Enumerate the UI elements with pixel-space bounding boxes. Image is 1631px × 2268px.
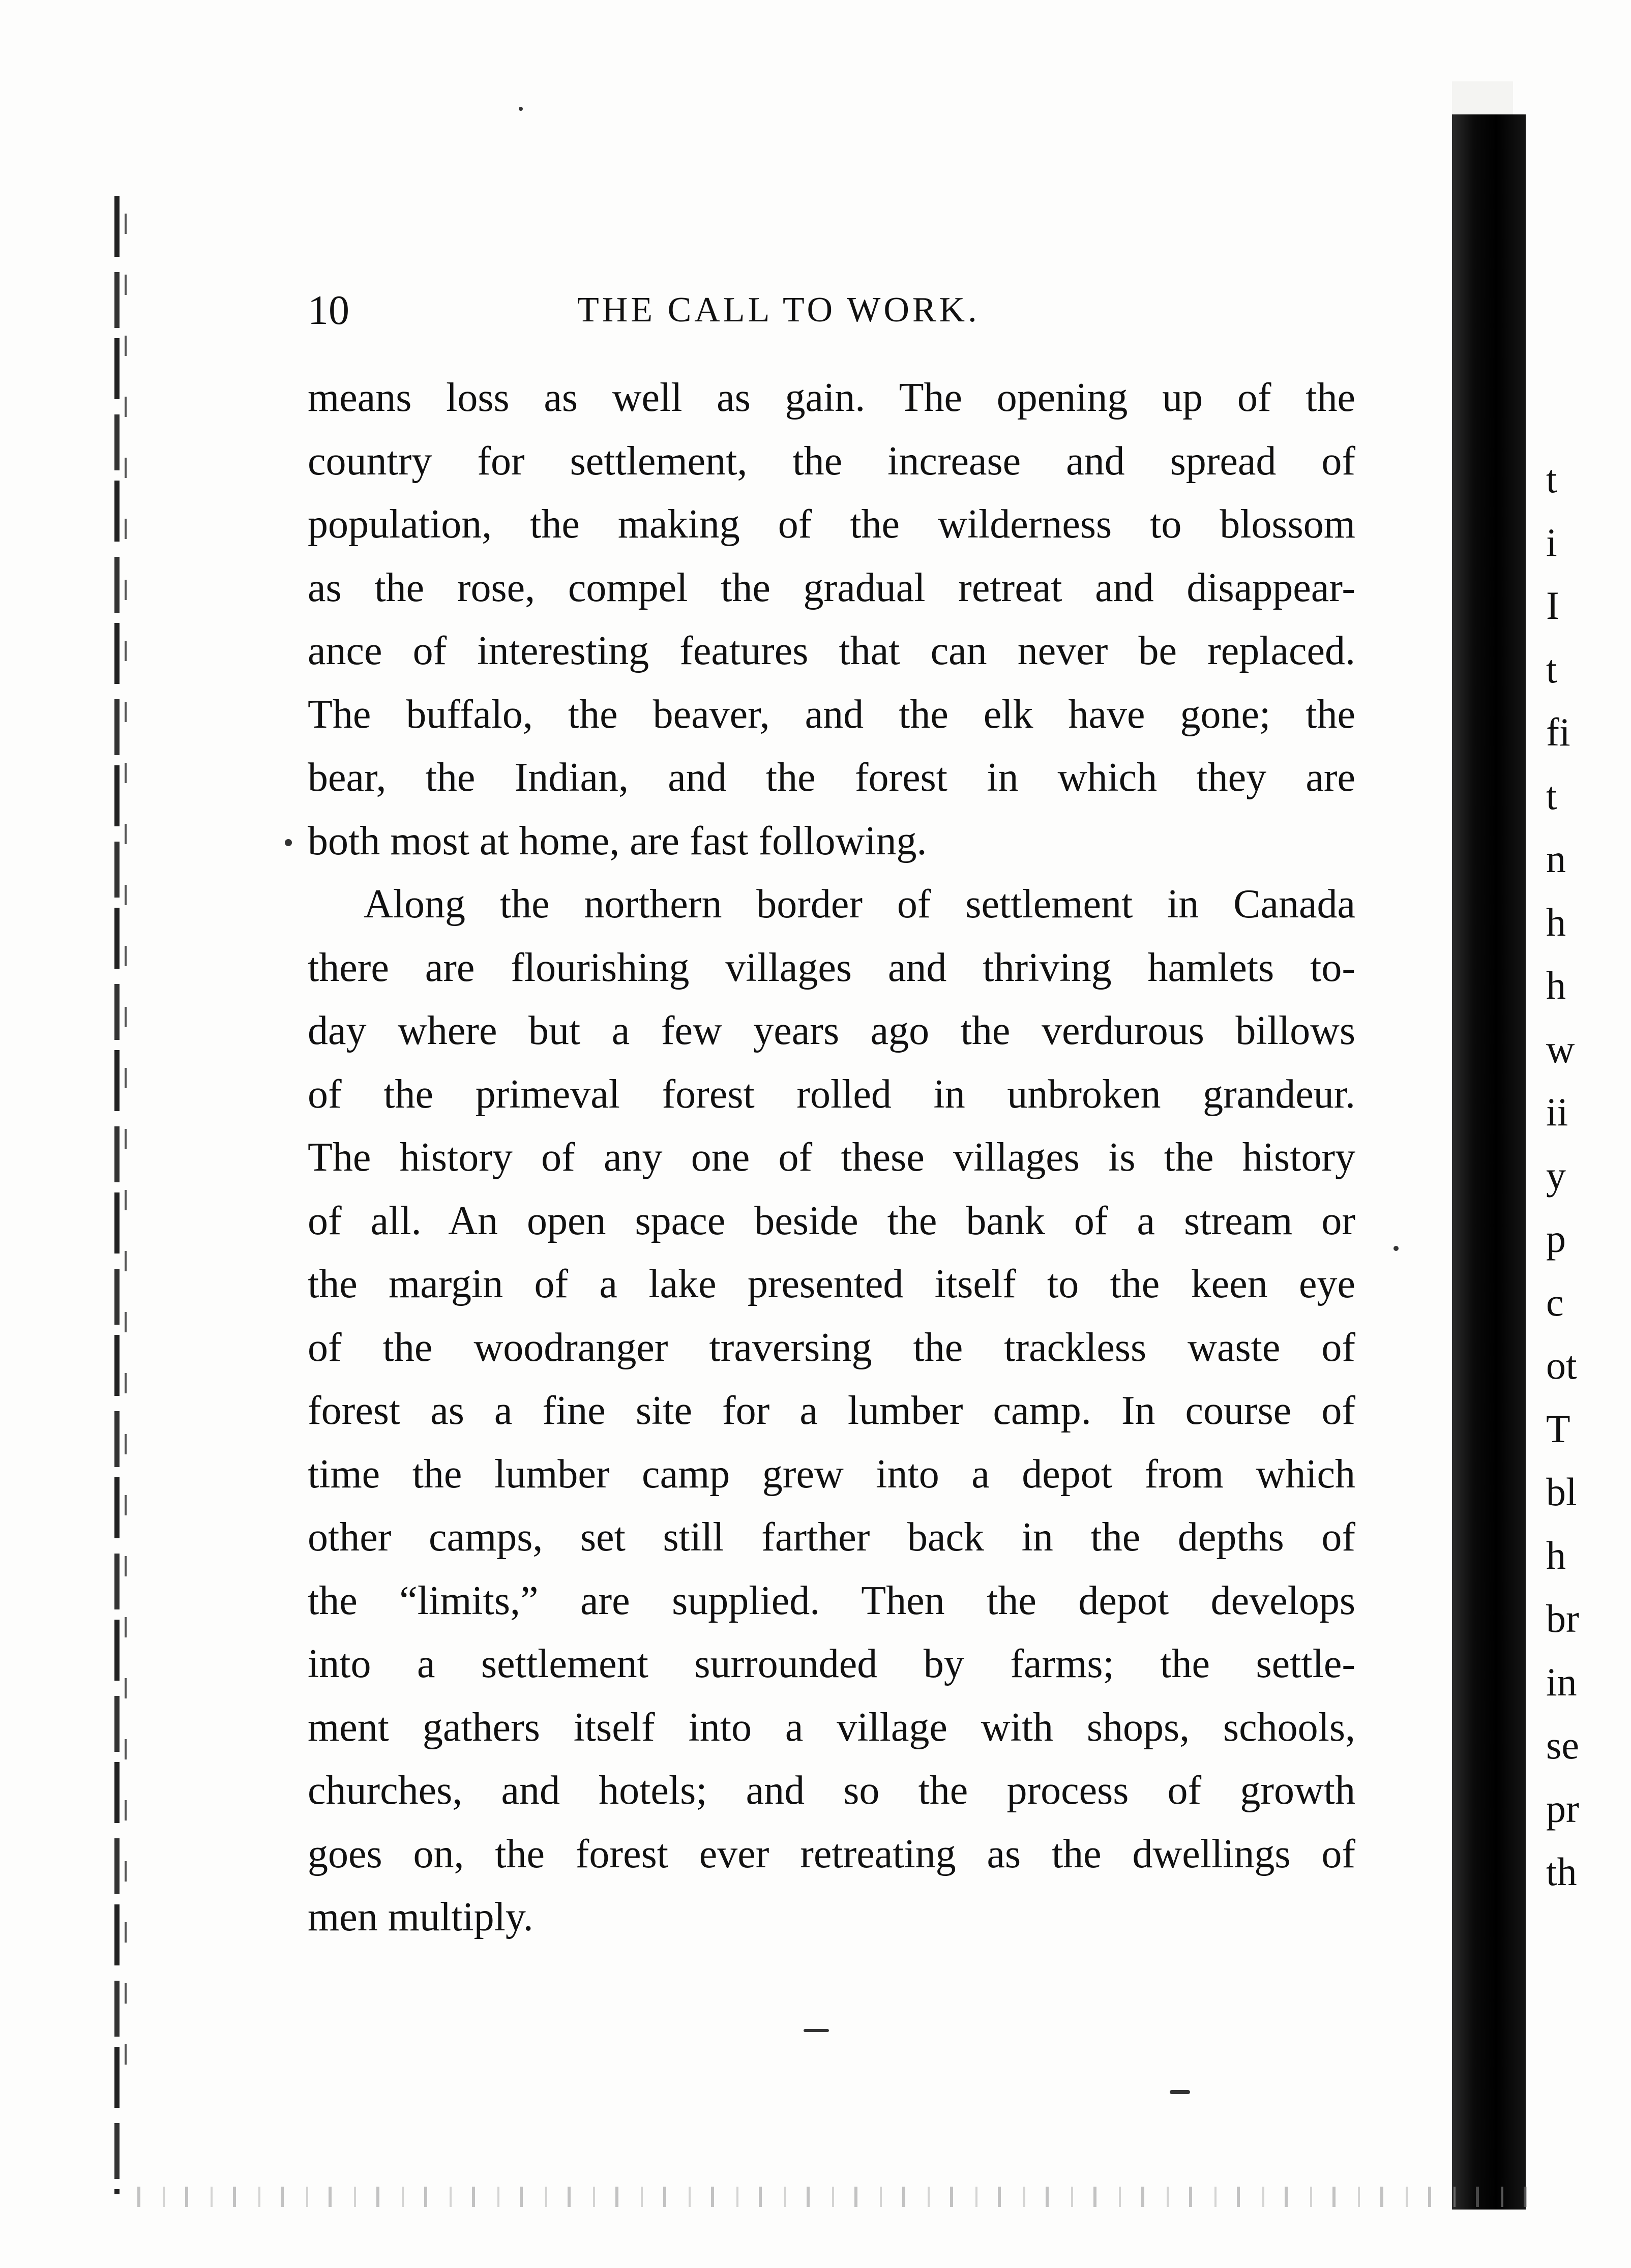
- page-number: 10: [308, 287, 349, 333]
- facing-fragment: h: [1546, 963, 1566, 1007]
- text-line: means loss as well as gain. The opening up of the: [308, 375, 1355, 420]
- text-line: of the primeval forest rolled in unbroken grandeur.: [308, 1071, 1355, 1117]
- scan-speck: [1170, 2090, 1190, 2094]
- facing-fragment: th: [1546, 1849, 1577, 1894]
- text-line: both most at home, are fast following.: [308, 818, 927, 863]
- facing-page-fragments: [1546, 447, 1627, 1904]
- text-line: The buffalo, the beaver, and the elk have gone; the: [308, 692, 1355, 737]
- text-line: country for settlement, the increase and spread of: [308, 438, 1355, 484]
- running-title: THE CALL TO WORK.: [577, 290, 980, 330]
- facing-fragment: p: [1546, 1216, 1566, 1261]
- text-line: the “limits,” are supplied. Then the depot develops: [308, 1578, 1355, 1623]
- text-line: population, the making of the wilderness to blossom: [308, 502, 1355, 547]
- facing-fragment: h: [1546, 900, 1566, 944]
- facing-fragment: fi: [1546, 710, 1570, 754]
- facing-fragment: pr: [1546, 1786, 1579, 1831]
- facing-fragment: w: [1546, 1026, 1575, 1071]
- text-line: the margin of a lake presented itself to the keen eye: [308, 1262, 1355, 1306]
- facing-fragment: h: [1546, 1533, 1566, 1577]
- facing-fragment: ot: [1546, 1343, 1577, 1387]
- text-line: as the rose, compel the gradual retreat and disappear-: [308, 565, 1355, 610]
- text-line: of the woodranger traversing the trackless waste of: [308, 1325, 1355, 1370]
- gutter-shadow-secondary: [125, 214, 127, 2095]
- paragraph-2: [308, 873, 1355, 1949]
- facing-fragment: t: [1546, 646, 1557, 691]
- facing-fragment: y: [1546, 1153, 1566, 1198]
- facing-fragment: T: [1546, 1406, 1570, 1451]
- facing-fragment: in: [1546, 1659, 1577, 1704]
- binding-shadow: [1452, 114, 1526, 2210]
- text-line: men multiply.: [308, 1895, 533, 1939]
- paragraph-1: [308, 366, 1355, 873]
- scan-speck: [804, 2029, 829, 2032]
- text-line: ment gathers itself into a village with shops, schools,: [308, 1705, 1355, 1750]
- text-line: into a settlement surrounded by farms; the settle-: [308, 1642, 1355, 1686]
- facing-fragment: bl: [1546, 1470, 1577, 1514]
- scan-speck: [519, 107, 523, 111]
- text-line: there are flourishing villages and thriving hamlets to-: [308, 945, 1355, 990]
- gutter-shadow: [114, 196, 120, 2194]
- running-head: [308, 282, 1386, 338]
- facing-fragment: ii: [1546, 1090, 1568, 1134]
- text-line: The history of any one of these villages is the history: [308, 1135, 1355, 1180]
- scan-speck: [285, 839, 292, 846]
- scan-noise: [117, 2187, 1541, 2207]
- facing-fragment: t: [1546, 457, 1557, 501]
- text-line: time the lumber camp grew into a depot from which: [308, 1451, 1355, 1497]
- facing-fragment: se: [1546, 1723, 1579, 1767]
- scan-speck: [1393, 1246, 1399, 1251]
- facing-fragment: c: [1546, 1279, 1564, 1324]
- text-line: forest as a fine site for a lumber camp. In course of: [308, 1388, 1355, 1433]
- facing-fragment: t: [1546, 773, 1557, 818]
- text-line: day where but a few years ago the verdurous billows: [308, 1008, 1355, 1053]
- text-line: Along the northern border of settlement in Canada: [364, 882, 1355, 927]
- text-line: other camps, set still farther back in the depths of: [308, 1515, 1355, 1560]
- facing-fragment: I: [1546, 583, 1559, 628]
- text-line: churches, and hotels; and so the process of growth: [308, 1768, 1355, 1813]
- text-line: bear, the Indian, and the forest in which they are: [308, 755, 1355, 800]
- text-line: of all. An open space beside the bank of a stream or: [308, 1198, 1355, 1243]
- binding-edge-top: [1452, 81, 1513, 117]
- facing-fragment: i: [1546, 520, 1557, 564]
- text-line: goes on, the forest ever retreating as the dwellings of: [308, 1831, 1355, 1876]
- body-text: [308, 366, 1355, 1949]
- facing-fragment: n: [1546, 837, 1566, 881]
- text-line: ance of interesting features that can never be replaced.: [308, 629, 1355, 673]
- facing-fragment: br: [1546, 1596, 1579, 1640]
